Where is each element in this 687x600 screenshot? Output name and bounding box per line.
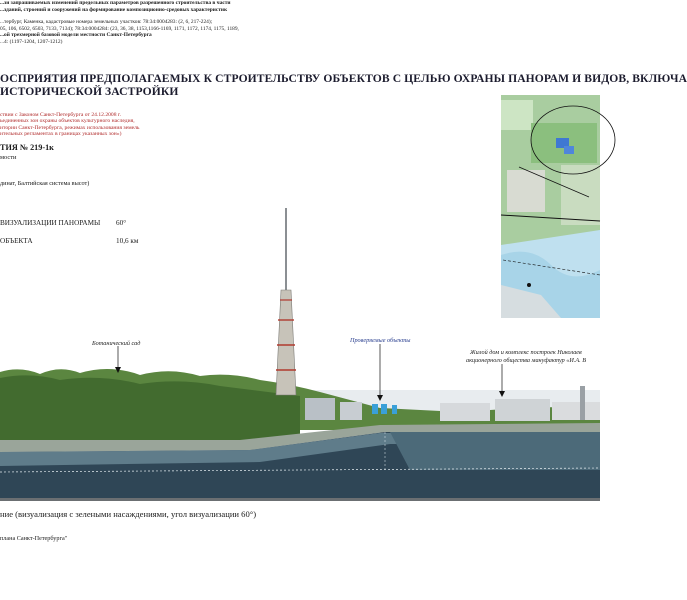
checked-object	[381, 404, 387, 414]
coordinate-system: динат, Балтийская система высот)	[0, 180, 90, 187]
panorama-number: ТИЯ № 219-1к	[0, 143, 54, 152]
label-residential-line-1: Жилой дом и комплекс построек Николаев	[470, 349, 582, 356]
building	[305, 398, 335, 420]
law-line: итории Санкт-Петербурга, режимах использования земель	[0, 124, 140, 131]
title-line-2: ИСТОРИЧЕСКОЙ ЗАСТРОЙКИ	[0, 85, 179, 98]
law-reference	[0, 112, 200, 138]
label-residential-line-2: акционерного общества мануфактур «И.А. В	[466, 357, 587, 364]
law-line: ьединенных зон охраны объектов культурного наследия,	[0, 118, 135, 125]
header-line: ...ой трехмерной базовой модели местности Санкт-Петербурга	[0, 32, 152, 39]
angle-label: ВИЗУАЛИЗАЦИИ ПАНОРАМЫ	[0, 219, 101, 227]
panorama-subtitle: мости	[0, 154, 17, 161]
checked-object	[392, 405, 397, 414]
location-map	[501, 95, 600, 318]
header-line: ...зданий, строений и сооружений на формирование композиционно-средовых характеристик	[0, 6, 228, 13]
chimney	[580, 386, 585, 420]
building	[495, 399, 550, 421]
angle-value: 60°	[116, 219, 127, 227]
tree-line	[0, 369, 600, 430]
building	[440, 403, 490, 421]
law-line: ствии с Законом Санкт-Петербурга от 24.12.2008 г.	[0, 112, 121, 118]
header-line: 05, 106, 6502, 6503, 7133, 7134); 78:34:0004284: (23, 36, 38, 1153,1166-1169, 1171, 1172, 1174, 1175, 1189,	[0, 25, 239, 32]
water	[0, 432, 600, 500]
title-line-1: ОСПРИЯТИЯ ПРЕДПОЛАГАЕМЫХ К СТРОИТЕЛЬСТВУ ОБЪЕКТОВ С ЦЕЛЬЮ ОХРАНЫ ПАНОРАМ И ВИДОВ, ВКЛЮЧА	[0, 72, 687, 85]
label-botanical-garden: Ботанический сад	[92, 340, 141, 347]
law-line: ительных регламентах в границах указанных зон»)	[0, 131, 122, 138]
label-checked-objects: Проверяемые объекты	[350, 337, 411, 344]
page-title	[0, 72, 687, 98]
distance-label: ОБЪЕКТА	[0, 237, 33, 245]
header-line: ...4: (1197-1204, 1207-1212)	[0, 38, 63, 45]
building	[552, 402, 600, 420]
header-line: ...зи запрашиваемых изменений предельных параметров разрешенного строительства в части	[0, 0, 231, 6]
building	[340, 402, 362, 420]
footer-note: плана Санкт-Петербурга"	[0, 535, 68, 542]
document-header	[0, 0, 300, 46]
checked-object	[372, 404, 378, 414]
header-line: ...тербург, Каменка, кадастровые номера земельных участков: 78:34:0004283: (2, 6, 217-224);	[0, 19, 213, 26]
distance-value: 10,6 км	[116, 237, 139, 245]
panorama-caption: ние (визуализация с зелеными насаждениями, угол визуализации 60°)	[0, 509, 257, 519]
tv-tower	[276, 208, 296, 395]
